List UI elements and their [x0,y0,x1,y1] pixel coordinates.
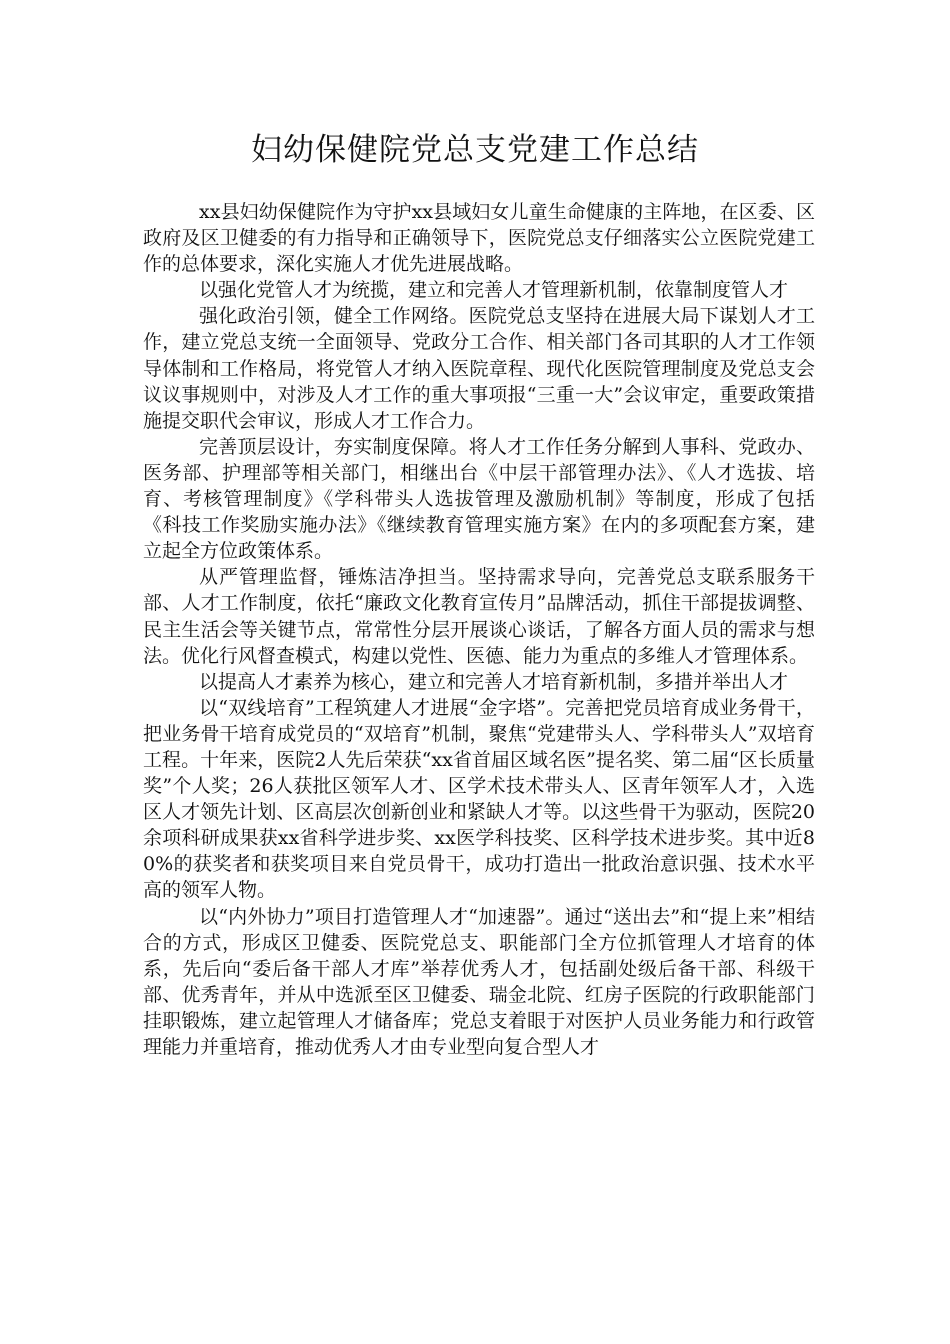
paragraph-top-level-design: 完善顶层设计，夯实制度保障。将人才工作任务分解到人事科、党政办、医务部、护理部等相关部门，相继出台《中层干部管理办法》、《人才选拔、培育、考核管理制度》《学科带头人选拔管理及激励机制》等制度，形成了包括《科技工作奖励实施办法》《继续教育管理实施方案》在内的多项配套方案，建立起全方位政策体系。 [143,435,815,563]
paragraph-internal-external-synergy: 以“内外协力”项目打造管理人才“加速器”。通过“送出去”和“提上来”相结合的方式，形成区卫健委、医院党总支、职能部门全方位抓管理人才培育的体系，先后向“委后备干部人才库”举荐优秀人才，包括副处级后备干部、科级干部、优秀青年，并从中选派至区卫健委、瑞金北院、红房子医院的行政职能部门挂职锻炼，建立起管理人才储备库；党总支着眼于对医护人员业务能力和行政管理能力并重培育，推动优秀人才由专业型向复合型人才 [143,905,815,1058]
document-body [143,199,815,1060]
section-heading-talent-cultivation: 以提高人才素养为核心，建立和完善人才培育新机制，多措并举出人才 [199,670,789,693]
paragraph-dual-training: 以“双线培育”工程筑建人才进展“金字塔”。完善把党员培育成业务骨干，把业务骨干培育成党员的“双培育”机制，聚焦“党建带头人、学科带头人”双培育工程。十年来，医院2人先后荣获“xx省首届区域名医”提名奖、第二届“区长质量奖”个人奖；26人获批区领军人才、区学术技术带头人、区青年领军人才，入选区人才领先计划、区高层次创新创业和紧缺人才等。以这些骨干为驱动，医院20余项科研成果获xx省科学进步奖、xx医学科技奖、区科学技术进步奖。其中近80%的获奖者和获奖项目来自党员骨干，成功打造出一批政治意识强、技术水平高的领军人物。 [143,696,815,902]
document-title: 妇幼保健院党总支党建工作总结 [251,132,699,168]
paragraph-political-leadership: 强化政治引领，健全工作网络。医院党总支坚持在进展大局下谋划人才工作，建立党总支统一全面领导、党政分工合作、相关部门各司其职的人才工作领导体制和工作格局，将党管人才纳入医院章程、现代化医院管理制度及党总支会议议事规则中，对涉及人才工作的重大事项报“三重一大”会议审定，重要政策措施提交职代会审议，形成人才工作合力。 [143,305,815,432]
paragraph-strict-supervision: 从严管理监督，锤炼洁净担当。坚持需求导向，完善党总支联系服务干部、人才工作制度，依托“廉政文化教育宣传月”品牌活动，抓住干部提拔调整、民主生活会等关键节点，常常性分层开展谈心谈话，了解各方面人员的需求与想法。优化行风督查模式，构建以党性、医德、能力为重点的多维人才管理体系。 [143,566,815,667]
paragraph-intro: xx县妇幼保健院作为守护xx县域妇女儿童生命健康的主阵地，在区委、区政府及区卫健委的有力指导和正确领导下，医院党总支仔细落实公立医院党建工作的总体要求，深化实施人才优先进展战略。 [143,201,815,276]
section-heading-talent-management: 以强化党管人才为统揽，建立和完善人才管理新机制，依靠制度管人才 [199,279,789,302]
